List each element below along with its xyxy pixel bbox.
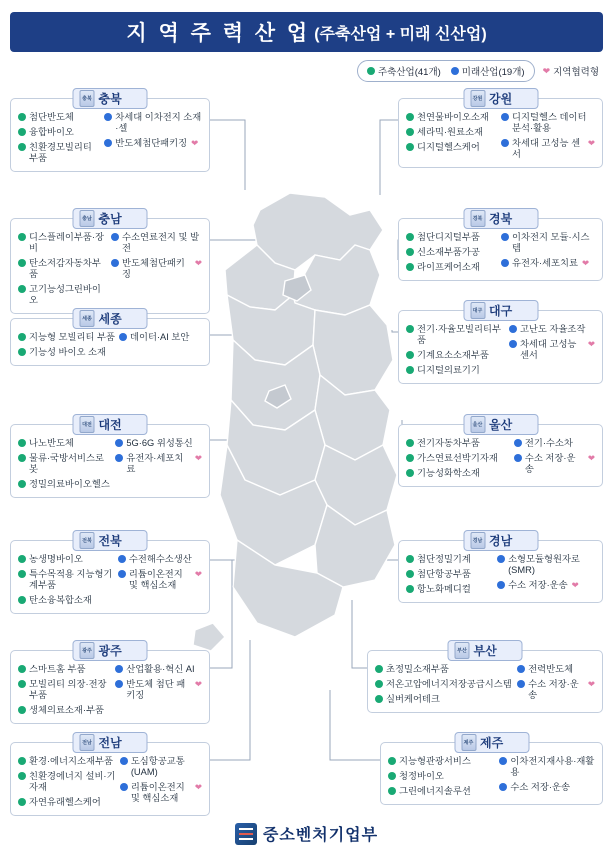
green-dot-icon (18, 128, 26, 136)
industry-item: 탄소저감자동차부품 (18, 258, 107, 280)
green-dot-icon (406, 555, 414, 563)
industry-item: 자연유래헬스케어 (18, 797, 116, 808)
region-name: 전남 (98, 736, 122, 750)
heart-icon: ❤ (587, 453, 595, 463)
heart-icon: ❤ (194, 569, 202, 579)
industry-item: 기능성 바이오 소재 (18, 347, 115, 358)
green-dot-icon (406, 128, 414, 136)
emblem-icon: 전남 (80, 734, 95, 751)
blue-dot-icon (111, 233, 119, 241)
legend (357, 60, 599, 82)
green-dot-icon (406, 325, 414, 333)
industry-item: 고난도 자율조작 (509, 324, 595, 335)
region-card-gyeongnam[interactable] (398, 534, 603, 603)
industry-item: 고기능성그린바이오 (18, 284, 107, 306)
blue-dot-icon (451, 67, 459, 75)
industry-item: 물류·국방서비스로봇 (18, 453, 111, 475)
industry-item: 차세대 고성능 센서 ❤ (509, 339, 595, 361)
blue-dot-icon (115, 454, 123, 462)
blue-dot-icon (497, 555, 505, 563)
region-header-chungbuk (73, 88, 148, 109)
blue-dot-icon (120, 757, 128, 765)
page-title-sub: (주축산업 + 미래 신산업) (314, 25, 487, 43)
region-name: 대구 (489, 304, 513, 318)
industry-item: 탄소융복합소재 (18, 595, 114, 606)
industry-item: 전기자동차부품 (406, 438, 510, 449)
industry-item: 나노반도체 (18, 438, 111, 449)
legend-main-industry (367, 64, 441, 78)
emblem-icon: 대전 (80, 416, 95, 433)
industry-item: 수소 저장·운송 (499, 782, 595, 793)
heart-icon: ❤ (587, 679, 595, 689)
blue-dot-icon (104, 113, 112, 121)
industry-item: 소형모듈형원자로(SMR) (497, 554, 595, 576)
government-emblem-icon (235, 823, 257, 845)
region-name: 경남 (489, 534, 513, 548)
heart-icon: ❤ (587, 138, 595, 148)
industry-item: 라이프케어소재 (406, 262, 497, 273)
emblem-icon: 세종 (80, 310, 95, 327)
blue-dot-icon (501, 259, 509, 267)
emblem-icon: 경북 (470, 210, 485, 227)
region-card-jeju[interactable] (380, 736, 603, 805)
industry-item: 항노화메디컬 (406, 584, 493, 595)
green-dot-icon (388, 772, 396, 780)
blue-dot-icon (509, 325, 517, 333)
industry-item: 그린에너지솔루션 (388, 786, 495, 797)
emblem-icon: 경남 (470, 532, 485, 549)
green-dot-icon (406, 469, 414, 477)
industry-item: 환경·에너지소재부품 (18, 756, 116, 767)
industry-item: 지능형관광서비스 (388, 756, 495, 767)
industry-item: 농생명바이오 (18, 554, 114, 565)
industry-item: 가스연료선박기자재 (406, 453, 510, 464)
region-header-jeju (454, 732, 529, 753)
region-name: 세종 (98, 312, 122, 326)
region-card-jeonnam[interactable] (10, 736, 210, 816)
green-dot-icon (18, 596, 26, 604)
industry-item: 세라믹·원료소재 (406, 127, 497, 138)
industry-item: 천연물바이오소재 (406, 112, 497, 123)
blue-dot-icon (501, 113, 509, 121)
industry-item: 첨단정밀기계 (406, 554, 493, 565)
region-header-busan (448, 640, 523, 661)
green-dot-icon (406, 570, 414, 578)
industry-item: 도심항공교통(UAM) (120, 756, 202, 778)
green-dot-icon (18, 798, 26, 806)
green-dot-icon (18, 570, 26, 578)
region-name: 전북 (98, 534, 122, 548)
region-header-gyeongnam (463, 530, 538, 551)
region-card-gwangju[interactable] (10, 644, 210, 724)
green-dot-icon (406, 439, 414, 447)
industry-item: 첨단반도체 (18, 112, 100, 123)
green-dot-icon (18, 143, 26, 151)
industry-item: 리튬이온전지 및 핵심소재 ❤ (120, 782, 202, 804)
industry-item: 데이터·AI 보안 (119, 332, 189, 343)
industry-item: 수소 저장·운송 ❤ (514, 453, 595, 475)
industry-item: 초정밀소재부품 (375, 664, 513, 675)
green-dot-icon (406, 585, 414, 593)
region-name: 광주 (98, 644, 122, 658)
blue-dot-icon (517, 680, 525, 688)
heart-icon: ❤ (191, 138, 199, 148)
blue-dot-icon (120, 783, 128, 791)
green-dot-icon (18, 285, 26, 293)
green-dot-icon (406, 454, 414, 462)
green-dot-icon (406, 351, 414, 359)
emblem-icon: 충남 (80, 210, 95, 227)
blue-dot-icon (115, 665, 123, 673)
green-dot-icon (18, 333, 26, 341)
blue-dot-icon (514, 454, 522, 462)
industry-item: 수소 저장·운송 ❤ (497, 580, 595, 591)
region-name: 강원 (489, 92, 513, 106)
region-header-ulsan (463, 414, 538, 435)
industry-item: 이차전지 모듈·시스템 (501, 232, 595, 254)
blue-dot-icon (104, 139, 112, 147)
industry-item: 반도체첨단패키징 ❤ (111, 258, 202, 280)
industry-item: 디지털헬스 데이터 분석·활용 (501, 112, 595, 134)
industry-item: 기계요소소재부품 (406, 350, 505, 361)
region-header-jeonbuk (73, 530, 148, 551)
heart-icon: ❤ (194, 453, 202, 463)
region-card-ulsan[interactable] (398, 418, 603, 487)
green-dot-icon (18, 665, 26, 673)
region-name: 부산 (473, 644, 497, 658)
green-dot-icon (375, 665, 383, 673)
green-dot-icon (18, 233, 26, 241)
green-dot-icon (18, 757, 26, 765)
blue-dot-icon (111, 259, 119, 267)
industry-item: 청정바이오 (388, 771, 495, 782)
industry-item: 반도체 첨단 패키징 ❤ (115, 679, 202, 701)
industry-item: 전력반도체 (517, 664, 595, 675)
green-dot-icon (18, 680, 26, 688)
industry-item: 수소 저장·운송 ❤ (517, 679, 595, 701)
emblem-icon: 대구 (470, 302, 485, 319)
industry-item: 디스플레이부품·장비 (18, 232, 107, 254)
blue-dot-icon (509, 340, 517, 348)
emblem-icon: 강원 (470, 90, 485, 107)
industry-item: 실버케어테크 (375, 694, 513, 705)
region-header-daejeon (73, 414, 148, 435)
footer (0, 822, 613, 845)
blue-dot-icon (118, 570, 126, 578)
region-header-chungnam (73, 208, 148, 229)
industry-item: 스마트홈 부품 (18, 664, 111, 675)
blue-dot-icon (514, 439, 522, 447)
industry-item: 전기·수소차 (514, 438, 595, 449)
green-dot-icon (18, 706, 26, 714)
green-dot-icon (18, 772, 26, 780)
industry-item: 디지털헬스케어 (406, 142, 497, 153)
industry-item: 융합바이오 (18, 127, 100, 138)
legend-cooperation (543, 64, 599, 78)
region-card-gyeongbuk[interactable] (398, 212, 603, 281)
blue-dot-icon (517, 665, 525, 673)
industry-item: 정밀의료바이오헬스 (18, 479, 111, 490)
region-header-daegu (463, 300, 538, 321)
blue-dot-icon (497, 581, 505, 589)
industry-item: 지능형 모빌리티 부품 (18, 332, 115, 343)
green-dot-icon (406, 143, 414, 151)
blue-dot-icon (115, 680, 123, 688)
industry-item: 신소재부품가공 (406, 247, 497, 258)
region-header-jeonnam (73, 732, 148, 753)
ministry-label: 중소벤처기업부 (262, 827, 379, 844)
industry-item: 리튬이온전지 및 핵심소재 ❤ (118, 569, 202, 591)
industry-item: 이차전지재사용·재활용 (499, 756, 595, 778)
industry-item: 특수목적용 지능형기계부품 (18, 569, 114, 591)
green-dot-icon (18, 555, 26, 563)
industry-item: 반도체첨단패키징 ❤ (104, 138, 202, 149)
emblem-icon: 광주 (80, 642, 95, 659)
emblem-icon: 울산 (470, 416, 485, 433)
page-title (10, 12, 603, 52)
green-dot-icon (18, 259, 26, 267)
region-card-daejeon[interactable] (10, 418, 210, 498)
industry-item: 디지털의료기기 (406, 365, 505, 376)
region-card-jeonbuk[interactable] (10, 534, 210, 614)
green-dot-icon (18, 454, 26, 462)
green-dot-icon (406, 248, 414, 256)
emblem-icon: 제주 (461, 734, 476, 751)
green-dot-icon (375, 680, 383, 688)
region-name: 울산 (489, 418, 513, 432)
region-header-sejong (73, 308, 148, 329)
blue-dot-icon (499, 783, 507, 791)
region-card-chungbuk[interactable] (10, 92, 210, 172)
region-name: 제주 (480, 736, 504, 750)
legend-future-industry (451, 64, 525, 78)
region-name: 충북 (98, 92, 122, 106)
page-title-main: 지 역 주 력 산 업 (126, 22, 311, 45)
industry-item: 유전자·세포치료 ❤ (501, 258, 595, 269)
green-dot-icon (406, 263, 414, 271)
industry-item: 기능성화학소재 (406, 468, 510, 479)
industry-item: 저온고압에너지저장공급시스템 (375, 679, 513, 690)
heart-icon: ❤ (194, 258, 202, 268)
heart-icon: ❤ (581, 258, 590, 268)
emblem-icon: 부산 (455, 642, 470, 659)
emblem-icon: 전북 (80, 532, 95, 549)
blue-dot-icon (119, 333, 127, 341)
region-header-gyeongbuk (463, 208, 538, 229)
region-header-gangwon (463, 88, 538, 109)
industry-item: 산업활용·혁신 AI (115, 664, 202, 675)
heart-icon: ❤ (587, 339, 595, 349)
blue-dot-icon (118, 555, 126, 563)
industry-item: 친환경에너지 설비·기자재 (18, 771, 116, 793)
heart-icon: ❤ (542, 65, 551, 76)
emblem-icon: 충북 (80, 90, 95, 107)
green-dot-icon (375, 695, 383, 703)
region-name: 대전 (98, 418, 122, 432)
legend-future-industry-label: 미래산업(19개) (461, 67, 525, 78)
heart-icon: ❤ (194, 782, 202, 792)
region-card-gangwon[interactable] (398, 92, 603, 168)
green-dot-icon (18, 348, 26, 356)
green-dot-icon (406, 113, 414, 121)
region-card-sejong[interactable] (10, 312, 210, 366)
industry-item: 모빌리티 의장·전장부품 (18, 679, 111, 701)
blue-dot-icon (501, 233, 509, 241)
legend-pill (357, 60, 535, 82)
industry-item: 5G·6G 위성통신 (115, 438, 202, 449)
industry-item: 유전자·세포치료 ❤ (115, 453, 202, 475)
blue-dot-icon (501, 139, 509, 147)
green-dot-icon (406, 233, 414, 241)
heart-icon: ❤ (571, 580, 579, 590)
green-dot-icon (388, 757, 396, 765)
industry-item: 전기·자율모빌리티부품 (406, 324, 505, 346)
heart-icon: ❤ (194, 679, 202, 689)
region-name: 경북 (489, 212, 513, 226)
region-card-daegu[interactable] (398, 304, 603, 384)
region-header-gwangju (73, 640, 148, 661)
region-card-busan[interactable] (367, 644, 603, 713)
green-dot-icon (18, 480, 26, 488)
industry-item: 첨단디지털부품 (406, 232, 497, 243)
industry-item: 생체의료소재·부품 (18, 705, 111, 716)
industry-item: 수소연료전지 및 발전 (111, 232, 202, 254)
legend-cooperation-label: 지역협력형 (553, 67, 599, 78)
blue-dot-icon (499, 757, 507, 765)
region-name: 충남 (98, 212, 122, 226)
industry-item: 수전해수소생산 (118, 554, 202, 565)
blue-dot-icon (115, 439, 123, 447)
green-dot-icon (367, 67, 375, 75)
green-dot-icon (388, 787, 396, 795)
green-dot-icon (406, 366, 414, 374)
region-card-chungnam[interactable] (10, 212, 210, 314)
green-dot-icon (18, 439, 26, 447)
industry-item: 차세대 이차전지 소재·셀 (104, 112, 202, 134)
industry-item: 차세대 고성능 센서 ❤ (501, 138, 595, 160)
industry-item: 친환경모빌리티부품 (18, 142, 100, 164)
industry-item: 첨단항공부품 (406, 569, 493, 580)
green-dot-icon (18, 113, 26, 121)
legend-main-industry-label: 주축산업(41개) (378, 67, 441, 78)
